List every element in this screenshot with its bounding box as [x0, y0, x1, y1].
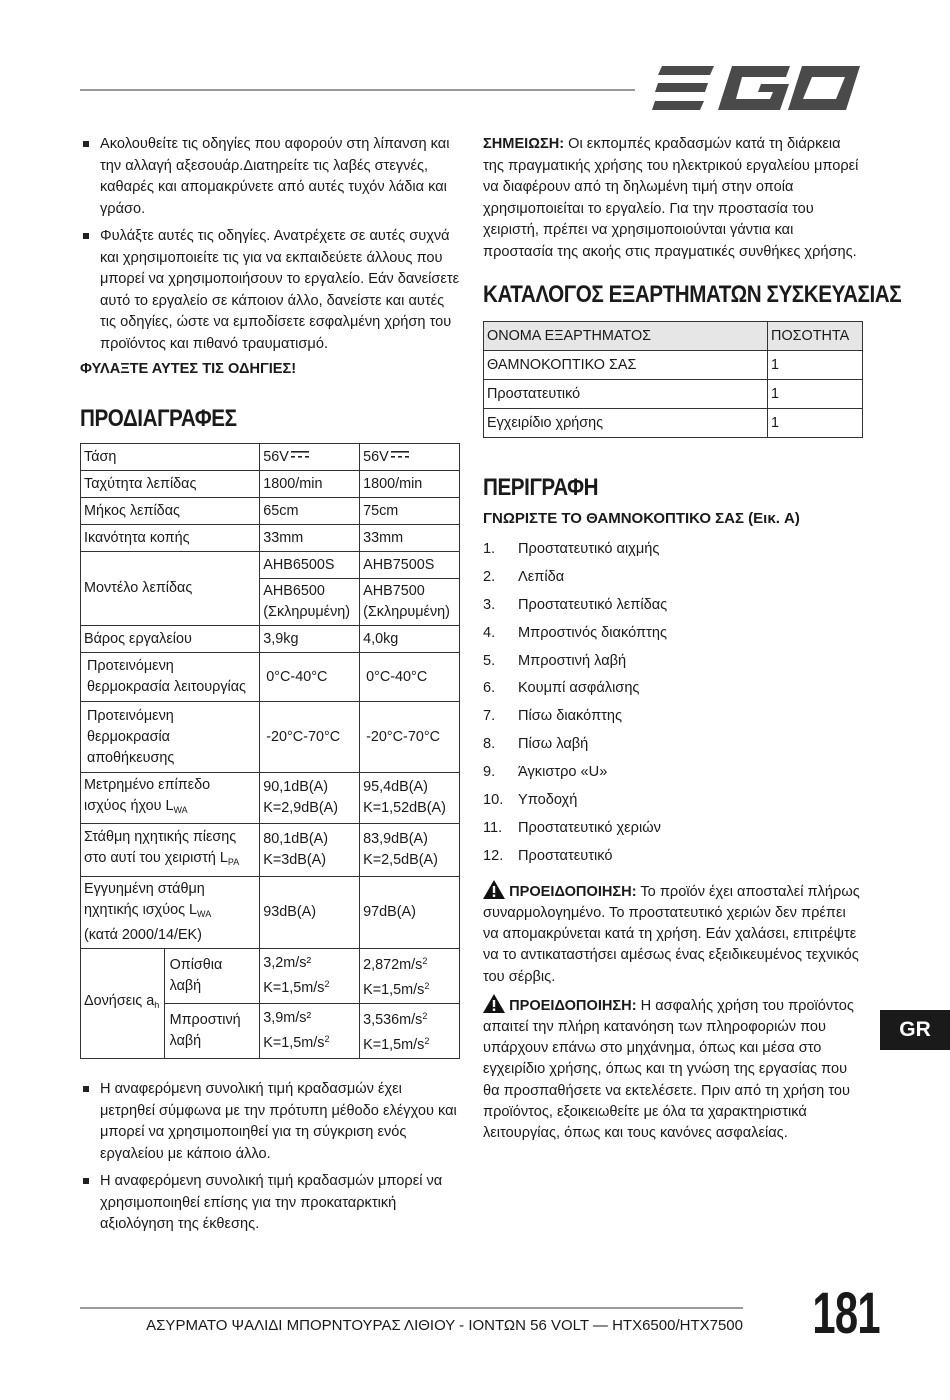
bullet-item: Φυλάξτε αυτές τις οδηγίες. Ανατρέχετε σε αυτές συχνά και χρησιμοποιείτε τις για να εκπαιδεύετε άλλους που μπορεί να χρησιμοποιήσουν το εργαλείο. Εάν δανείσετε αυτό το εργαλείο σε κάποιον άλλο, δανείστε και αυτές τις οδηγίες, ώστε να εμποδίσετε εσφαλμένη χρήση του προϊόντος και πιθανό τραυματισμό.	[80, 226, 460, 355]
bullet-item: Η αναφερόμενη συνολική τιμή κραδασμών έχει μετρηθεί σύμφωνα με την πρότυπη μέθοδο ελέγχου και μπορεί να χρησιμοποιηθεί για τη σύγκριση ενός εργαλείου με κάποιο άλλο.	[80, 1079, 460, 1165]
square-bullet-icon	[83, 141, 89, 147]
list-item: 7. Πίσω διακόπτης	[483, 708, 623, 725]
list-item: 10. Υποδοχή	[483, 791, 578, 808]
table-row: Ικανότητα κοπής 33mm 33mm	[81, 525, 460, 552]
table-row: Στάθμη ηχητικής πίεσης στο αυτί του χειριστή $L_{PA}$ 80,1dB(A) K=3dB(A) 83,9dB(A) K=2,5dB(A)	[81, 824, 460, 877]
header-rule	[80, 89, 635, 91]
warning-block: ΠΡΟΕΙΔΟΠΟΙΗΣΗ: Το προϊόν έχει αποσταλεί πλήρως συναρμολογημένο. Το προστατευτικό χεριών δεν πρέπει να απομακρύνεται κατά τη χρήση. Εάν χαλάσει, επιτρέψτε να το αντικαταστήσει αμέσως ένας εξειδικευμένος τεχνικός του σέρβις.	[483, 880, 863, 988]
page-number: 181	[812, 1281, 880, 1346]
square-bullet-icon	[83, 1178, 89, 1184]
list-item: 1. Προστατευτικό αιχμής	[483, 540, 660, 557]
table-row: Τάση 56V 56V	[81, 444, 460, 471]
dc-symbol-icon	[391, 451, 409, 459]
bullet-item: Η αναφερόμενη συνολική τιμή κραδασμών μπορεί να χρησιμοποιηθεί επίσης για την προκαταρκτική αξιολόγηση της έκθεσης.	[80, 1171, 460, 1236]
table-row: ΘΑΜΝΟΚΟΠΤΙΚΟ ΣΑΣ 1	[484, 351, 863, 380]
table-row: Δονήσεις $a_h$ Οπίσθια λαβή 3,2m/s² $K=1,5m/s^2$ $2,872m/s^2$ $K=1,5m/s^2$	[81, 949, 460, 1004]
warning-triangle-icon	[483, 994, 505, 1013]
table-row: Προτεινόμενη θερμοκρασία αποθήκευσης -20°C-70°C -20°C-70°C	[81, 702, 460, 773]
square-bullet-icon	[83, 1086, 89, 1092]
list-item: 2. Λεπίδα	[483, 568, 565, 585]
warning-block: ΠΡΟΕΙΔΟΠΟΙΗΣΗ: Η ασφαλής χρήση του προϊόντος απαιτεί την πλήρη κατανόηση των πληροφοριών που υπάρχουν επάνω στο μηχάνημα, όπως και μέσα στο εγχειρίδιο χρήσης, όπως και τη γνώση της εργασίας που θα προσπαθήσετε να εκτελέσετε. Πριν από τη χρήση του προϊόντος, εξοικειωθείτε με όλα τα χαρακτηριστικά λειτουργίας, όπως και τους κανόνες ασφαλείας.	[483, 994, 863, 1144]
table-row: AHB6500 (Σκληρυμένη) AHB7500 (Σκληρυμένη)	[81, 579, 460, 626]
table-row: Προτεινόμενη θερμοκρασία λειτουργίας 0°C-40°C 0°C-40°C	[81, 653, 460, 702]
list-item: 6. Κουμπί ασφάλισης	[483, 680, 640, 697]
parts-list	[483, 535, 863, 870]
save-instructions: ΦΥΛΑΞΤΕ ΑΥΤΕΣ ΤΙΣ ΟΔΗΓΙΕΣ!	[80, 361, 297, 377]
vibration-note: ΣΗΜΕΙΩΣΗ: Οι εκπομπές κραδασμών κατά τη διάρκεια της πραγματικής χρήσης του ηλεκτρικού εργαλείου μπορεί να διαφέρουν από τη δηλωμένη τιμή στην οποία χρησιμοποιείται το εργαλείο. Για την προστασία του χειριστή, πρέπει να χρησιμοποιούνται γάντια και προστασία της ακοής στις πραγματικές συνθήκες χρήσης.	[483, 136, 859, 260]
right-column	[483, 134, 902, 1144]
table-row: Ταχύτητα λεπίδας 1800/min 1800/min	[81, 471, 460, 498]
ego-logo	[652, 62, 862, 114]
specs-title: ΠΡΟΔΙΑΓΡΑΦΕΣ	[80, 405, 237, 432]
table-row: Εγγυημένη στάθμη ηχητικής ισχύος $L_{WA}$ (κατά 2000/14/ΕΚ) 93dB(A) 97dB(A)	[81, 877, 460, 949]
table-row: Μοντέλο λεπίδας AHB6500S AHB7500S	[81, 552, 460, 579]
table-row: Μπροστινή λαβή 3,9m/s² $K=1,5m/s^2$ $3,536m/s^2$ $K=1,5m/s^2$	[81, 1004, 460, 1059]
list-item: 8. Πίσω λαβή	[483, 736, 589, 753]
table-row: Προστατευτικό 1	[484, 380, 863, 409]
table-row: Βάρος εργαλείου 3,9kg 4,0kg	[81, 626, 460, 653]
warning-triangle-icon	[483, 880, 505, 899]
list-item: 12. Προστατευτικό	[483, 847, 613, 864]
dc-symbol-icon	[291, 451, 309, 459]
bullet-item: Ακολουθείτε τις οδηγίες που αφορούν στη λίπανση και την αλλαγή αξεσουάρ.Διατηρείτε τις λαβές στεγνές, καθαρές και απομακρύνετε από αυτές τυχόν λάδια και γράσο.	[80, 134, 460, 220]
list-item: 9. Άγκιστρο «U»	[483, 764, 608, 781]
accessories-table	[483, 321, 863, 438]
footer-text: ΑΣΥΡΜΑΤΟ ΨΑΛΙΔΙ ΜΠΟΡΝΤΟΥΡΑΣ ΛΙΘΙΟΥ - ΙΟΝΤΩΝ 56 VOLT — HTX6500/HTX7500	[146, 1317, 743, 1334]
description-subtitle: ΓΝΩΡΙΣΤΕ ΤΟ ΘΑΜΝΟΚΟΠΤΙΚΟ ΣΑΣ (Εικ. A)	[483, 510, 800, 527]
table-header-row: ΟΝΟΜΑ ΕΞΑΡΤΗΜΑΤΟΣ ΠΟΣΟΤΗΤΑ	[484, 322, 863, 351]
list-item: 4. Μπροστινός διακόπτης	[483, 624, 667, 641]
specs-table	[80, 443, 460, 1059]
list-item: 5. Μπροστινή λαβή	[483, 652, 627, 669]
left-column	[80, 134, 460, 1242]
square-bullet-icon	[83, 233, 89, 239]
table-row: Εγχειρίδιο χρήσης 1	[484, 409, 863, 438]
table-row: Μετρημένο επίπεδο ισχύος ήχου $L_{WA}$ 90,1dB(A) K=2,9dB(A) 95,4dB(A) K=1,52dB(A)	[81, 773, 460, 824]
accessories-title: ΚΑΤΑΛΟΓΟΣ ΕΞΑΡΤΗΜΑΤΩΝ ΣΥΣΚΕΥΑΣΙΑΣ	[483, 281, 902, 308]
description-title: ΠΕΡΙΓΡΑΦΗ	[483, 474, 599, 501]
list-item: 11. Προστατευτικό χεριών	[483, 819, 661, 836]
footer-rule	[80, 1307, 743, 1309]
language-tab: GR	[880, 1010, 950, 1050]
list-item: 3. Προστατευτικό λεπίδας	[483, 596, 668, 613]
table-row: Μήκος λεπίδας 65cm 75cm	[81, 498, 460, 525]
